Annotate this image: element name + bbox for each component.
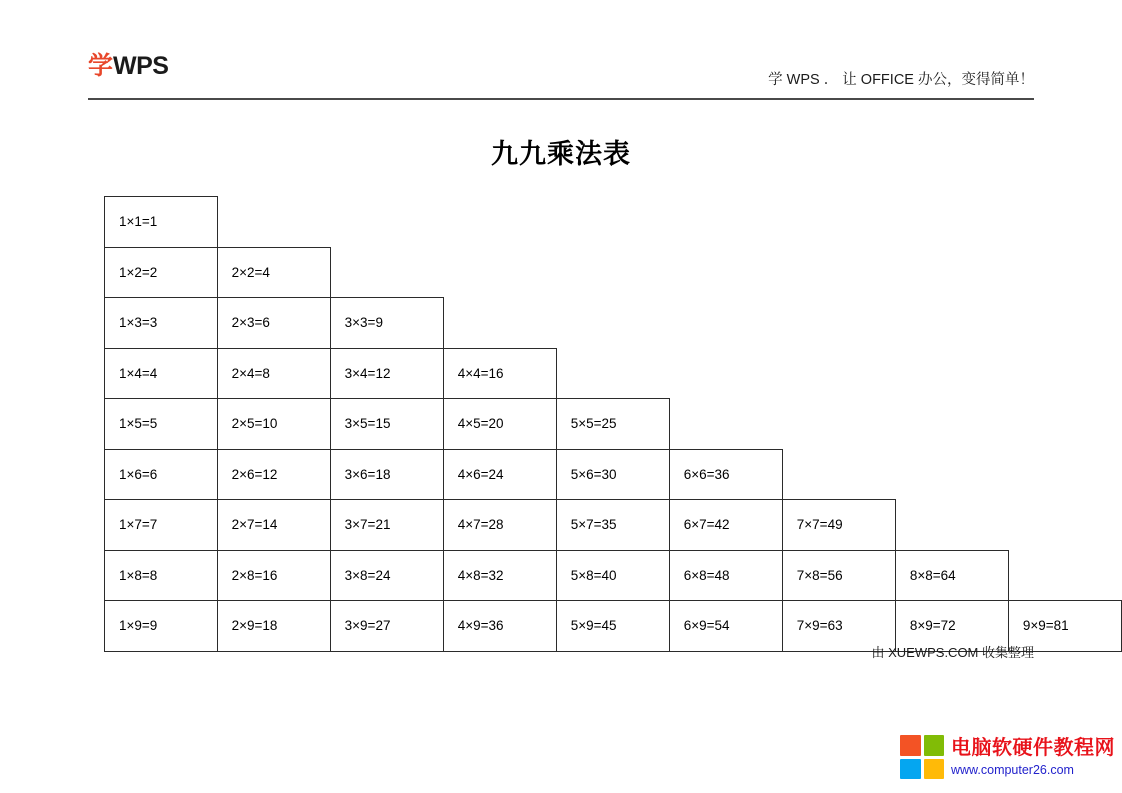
table-cell-empty [443, 247, 556, 298]
logo-text-wps: WPS [113, 52, 169, 80]
wps-logo [88, 54, 168, 79]
table-cell: 9×9=81 [1008, 601, 1121, 652]
table-row [105, 348, 1122, 399]
table-cell-empty [556, 197, 669, 248]
table-cell-empty [669, 399, 782, 450]
table-cell: 3×7=21 [330, 500, 443, 551]
table-row [105, 298, 1122, 349]
table-cell: 1×1=1 [105, 197, 218, 248]
table-cell: 5×8=40 [556, 550, 669, 601]
table-cell: 8×8=64 [895, 550, 1008, 601]
table-cell: 3×9=27 [330, 601, 443, 652]
table-cell: 4×6=24 [443, 449, 556, 500]
table-cell-empty [1008, 550, 1121, 601]
table-cell-empty [669, 247, 782, 298]
table-cell: 6×6=36 [669, 449, 782, 500]
table-cell: 8×9=72 [895, 601, 1008, 652]
windows-logo-icon [900, 735, 944, 779]
table-cell: 3×8=24 [330, 550, 443, 601]
table-cell-empty [895, 298, 1008, 349]
table-cell: 1×6=6 [105, 449, 218, 500]
table-cell-empty [1008, 399, 1121, 450]
table-cell-empty [556, 247, 669, 298]
table-cell-empty [556, 298, 669, 349]
table-cell: 2×9=18 [217, 601, 330, 652]
table-cell-empty [895, 500, 1008, 551]
table-cell: 4×9=36 [443, 601, 556, 652]
header-slogan: 学 WPS ． 让 OFFICE 办公，变得简单！ [768, 72, 1034, 88]
multiplication-table-wrapper [104, 196, 1122, 652]
table-cell-empty [443, 197, 556, 248]
table-cell: 7×8=56 [782, 550, 895, 601]
table-cell: 5×7=35 [556, 500, 669, 551]
table-cell: 3×6=18 [330, 449, 443, 500]
table-cell-empty [895, 399, 1008, 450]
table-cell: 6×8=48 [669, 550, 782, 601]
table-cell-empty [443, 298, 556, 349]
table-cell: 6×9=54 [669, 601, 782, 652]
page-title: 九九乘法表 [491, 139, 631, 169]
table-cell: 2×3=6 [217, 298, 330, 349]
table-cell-empty [895, 247, 1008, 298]
table-cell-empty [1008, 197, 1121, 248]
table-cell: 7×9=63 [782, 601, 895, 652]
table-cell-empty [782, 449, 895, 500]
table-cell-empty [330, 247, 443, 298]
table-cell: 4×8=32 [443, 550, 556, 601]
table-cell-empty [330, 197, 443, 248]
table-cell-empty [669, 298, 782, 349]
table-cell-empty [669, 348, 782, 399]
table-cell: 5×9=45 [556, 601, 669, 652]
multiplication-table [104, 196, 1122, 652]
table-cell: 1×7=7 [105, 500, 218, 551]
table-row [105, 247, 1122, 298]
table-cell-empty [782, 298, 895, 349]
table-cell-empty [895, 348, 1008, 399]
table-cell: 1×4=4 [105, 348, 218, 399]
page-header [88, 52, 1034, 100]
table-cell-empty [1008, 298, 1121, 349]
table-cell: 6×7=42 [669, 500, 782, 551]
table-cell-empty [1008, 348, 1121, 399]
logo-text-xue: 学 [88, 52, 114, 80]
table-body [105, 197, 1122, 652]
table-row [105, 197, 1122, 248]
table-row [105, 500, 1122, 551]
table-cell: 2×4=8 [217, 348, 330, 399]
table-cell: 2×2=4 [217, 247, 330, 298]
table-cell-empty [1008, 247, 1121, 298]
table-cell-empty [1008, 449, 1121, 500]
table-cell-empty [1008, 500, 1121, 551]
table-cell: 4×4=16 [443, 348, 556, 399]
table-cell: 2×5=10 [217, 399, 330, 450]
watermark-text [951, 737, 1115, 777]
table-cell-empty [782, 348, 895, 399]
table-cell-empty [217, 197, 330, 248]
table-cell: 1×9=9 [105, 601, 218, 652]
table-cell: 1×8=8 [105, 550, 218, 601]
table-cell: 2×7=14 [217, 500, 330, 551]
table-cell: 5×6=30 [556, 449, 669, 500]
table-row [105, 399, 1122, 450]
table-row [105, 550, 1122, 601]
table-cell: 5×5=25 [556, 399, 669, 450]
table-cell: 3×5=15 [330, 399, 443, 450]
table-cell: 3×4=12 [330, 348, 443, 399]
footer-note: 由 XUEWPS.COM 收集整理 [871, 645, 1034, 660]
table-cell: 4×7=28 [443, 500, 556, 551]
table-cell: 7×7=49 [782, 500, 895, 551]
watermark-title: 电脑软硬件教程网 [951, 736, 1115, 759]
table-cell: 3×3=9 [330, 298, 443, 349]
watermark [900, 735, 1115, 779]
table-cell-empty [895, 449, 1008, 500]
table-cell: 1×3=3 [105, 298, 218, 349]
table-cell: 2×8=16 [217, 550, 330, 601]
table-cell: 1×2=2 [105, 247, 218, 298]
table-cell-empty [895, 197, 1008, 248]
table-cell: 1×5=5 [105, 399, 218, 450]
table-row [105, 449, 1122, 500]
table-cell-empty [782, 197, 895, 248]
table-cell: 4×5=20 [443, 399, 556, 450]
table-cell-empty [556, 348, 669, 399]
watermark-url: www.computer26.com [951, 762, 1074, 777]
table-cell-empty [782, 399, 895, 450]
table-cell: 2×6=12 [217, 449, 330, 500]
table-cell-empty [669, 197, 782, 248]
table-cell-empty [782, 247, 895, 298]
